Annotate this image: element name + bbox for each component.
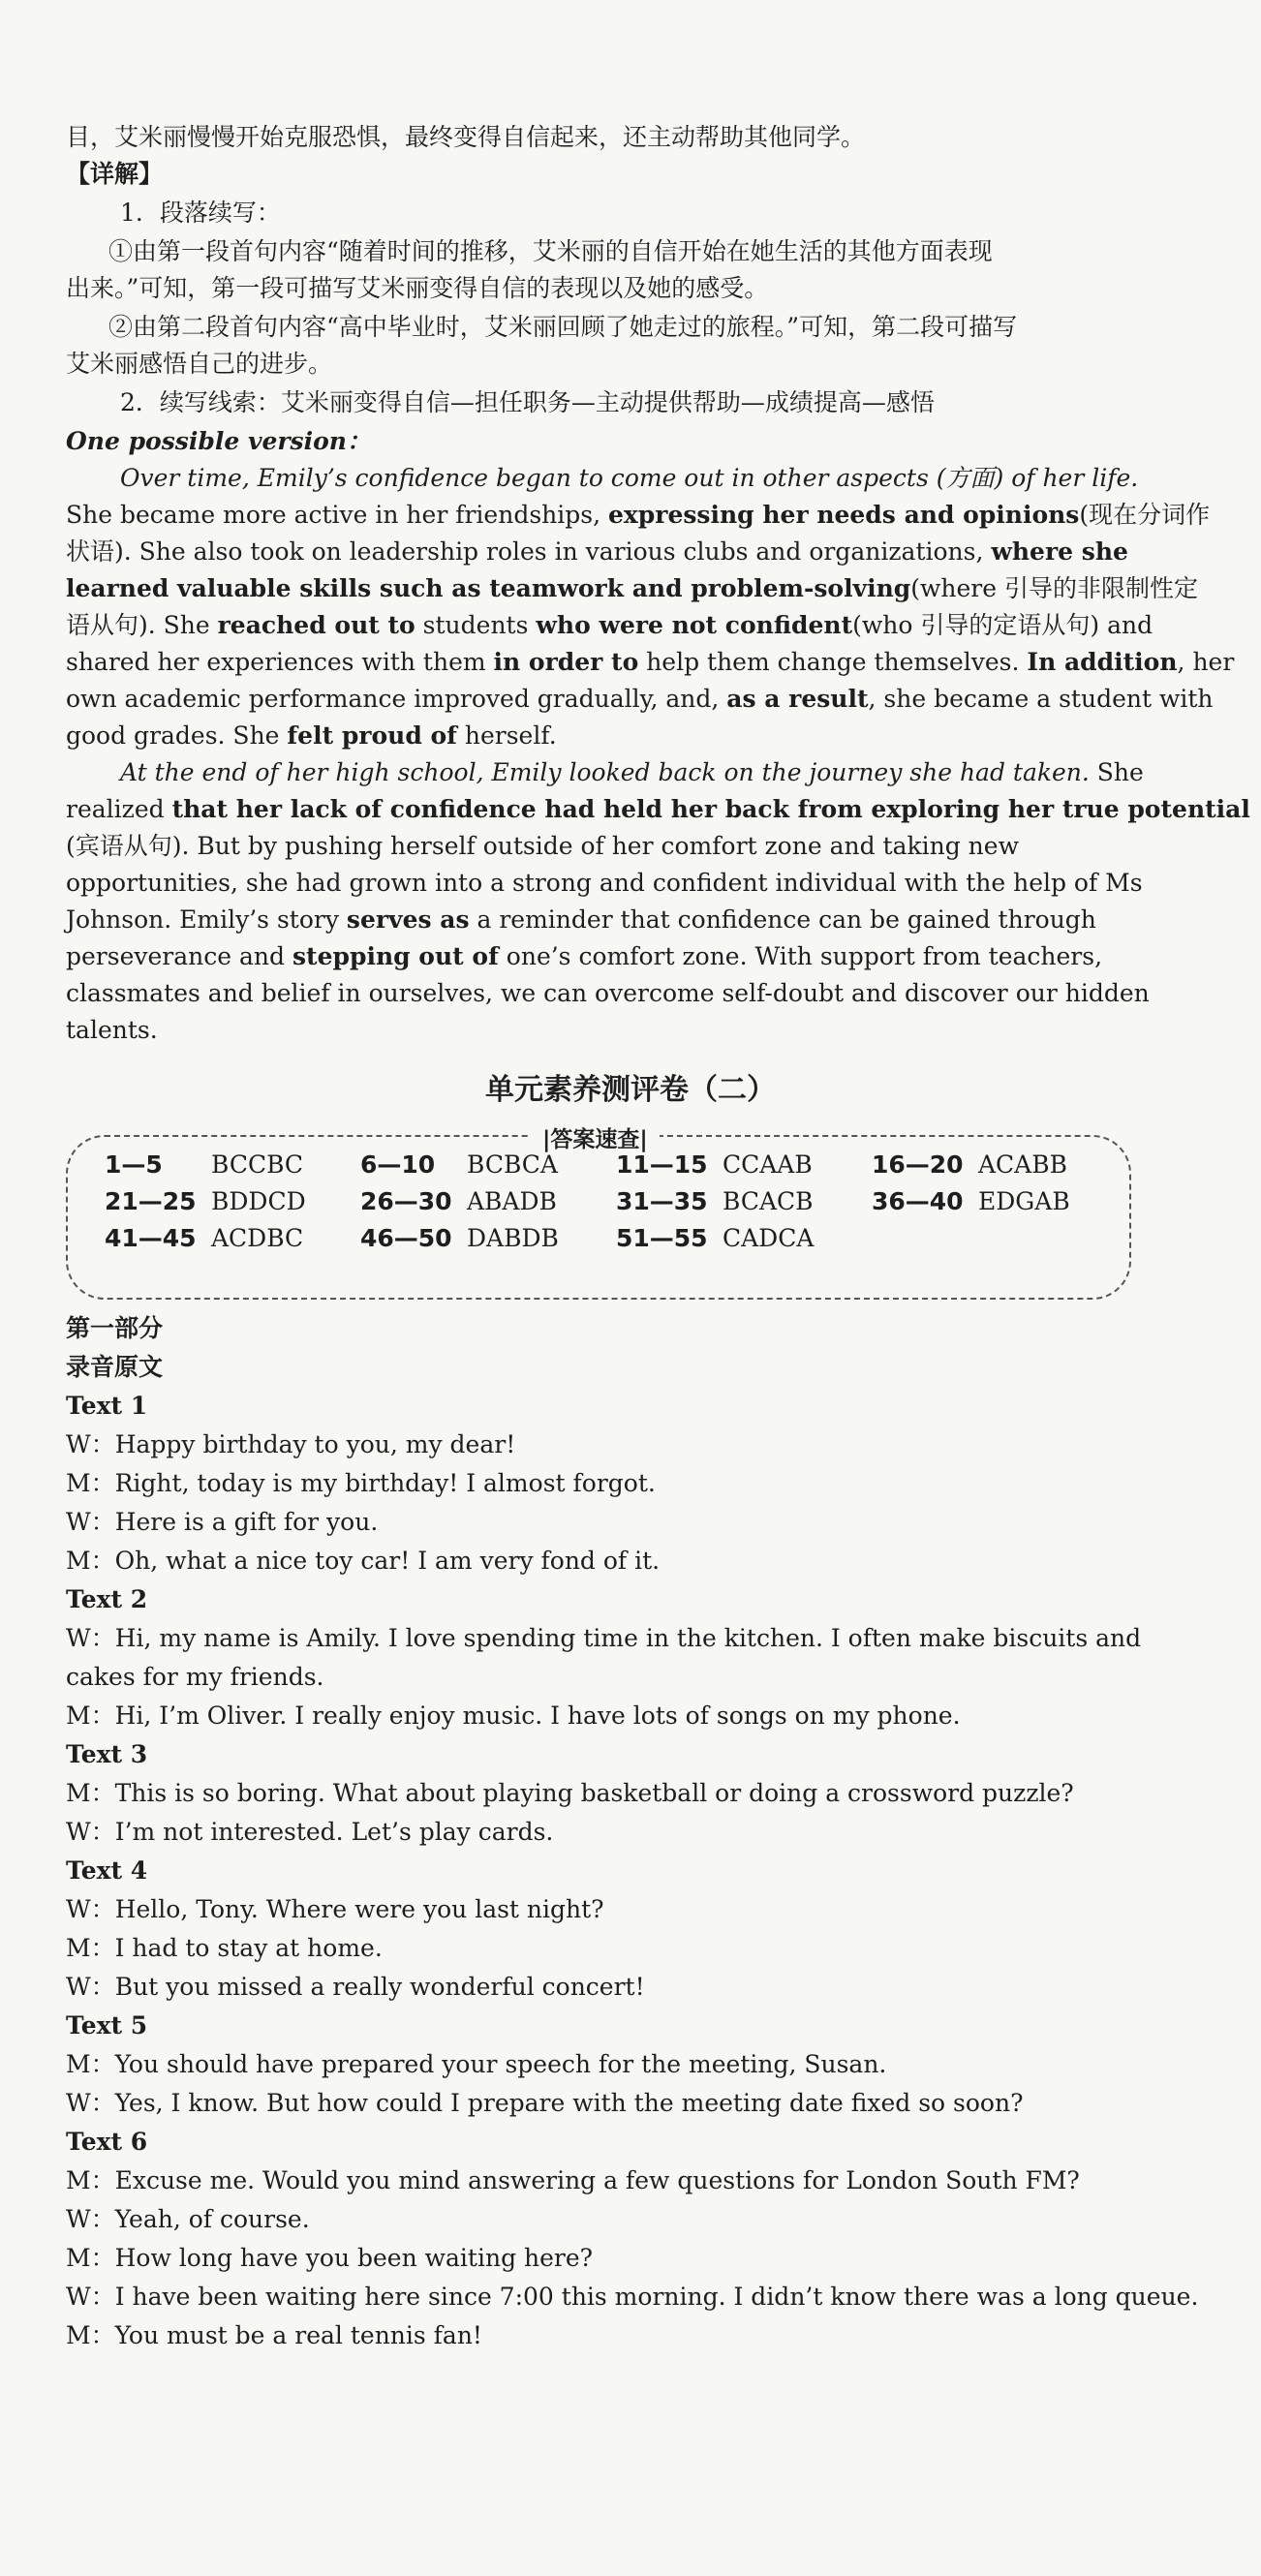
dialogue-line: M：You must be a real tennis fan! [66, 2321, 482, 2349]
answer-range: 11—15 [616, 1150, 708, 1179]
bold-phrase: In addition [1027, 648, 1178, 676]
text-line: 目，艾米丽慢慢开始克服恐惧，最终变得自信起来，还主动帮助其他同学。 [66, 123, 866, 151]
text-run: good grades. She [66, 721, 288, 750]
text-run: shared her experiences with them [66, 648, 494, 676]
answer-range: 1—5 [105, 1150, 163, 1179]
text-line: talents. [66, 1016, 158, 1044]
text-label: Text 4 [66, 1856, 148, 1885]
answer-value: EDGAB [978, 1187, 1070, 1215]
answer-value: ABADB [467, 1187, 557, 1215]
text-line [66, 643, 1235, 682]
text-label: Text 2 [66, 1585, 148, 1613]
text-run: She became more active in her friendships, [66, 501, 608, 529]
text-line: (宾语从句). But by pushing herself outside of her comfort zone and taking new [66, 832, 1019, 860]
bold-phrase: serves as [346, 905, 470, 934]
text-line [66, 569, 1198, 608]
answer-item [616, 1187, 814, 1215]
answer-value: ACDBC [211, 1224, 304, 1252]
text-run: students [415, 611, 537, 639]
answer-item [360, 1150, 558, 1179]
bold-phrase: as a result [726, 685, 869, 713]
text-line: classmates and belief in ourselves, we can overcome self-doubt and discover our hidden [66, 979, 1150, 1007]
answer-item [872, 1150, 1067, 1179]
answer-range: 41—45 [105, 1224, 197, 1252]
text-label: Text 6 [66, 2128, 148, 2156]
answer-range: 36—40 [872, 1187, 964, 1215]
text-line [66, 937, 1131, 976]
text-run: , her [1177, 648, 1235, 676]
dialogue-line: M：You should have prepared your speech for the meeting, Susan. [66, 2050, 887, 2078]
text-line [66, 496, 1211, 535]
dialogue-line: M：Right, today is my birthday! I almost forgot. [66, 1469, 656, 1497]
text-line [66, 680, 1214, 719]
unit-title: 单元素养测评卷（二） [485, 1073, 776, 1107]
bold-phrase: where she [991, 537, 1128, 566]
text-line [120, 753, 1185, 792]
text-line [66, 790, 1250, 829]
text-label: Text 1 [66, 1392, 148, 1420]
answer-value: BCCBC [211, 1150, 304, 1179]
part-heading: 第一部分 [66, 1314, 164, 1342]
bold-phrase: in order to [493, 648, 639, 676]
dialogue-line: W：Yes, I know. But how could I prepare with the meeting date fixed so soon? [66, 2089, 1024, 2117]
text-line: opportunities, she had grown into a strong and confident individual with the help of Ms [66, 869, 1143, 897]
text-run: herself. [456, 721, 557, 750]
dialogue-line: W：I have been waiting here since 7:00 this morning. I didn’t know there was a long queue. [66, 2283, 1199, 2311]
answer-item [105, 1150, 303, 1179]
answer-value: CADCA [723, 1224, 815, 1252]
text-run: , she became a student with [868, 685, 1214, 713]
answer-range: 46—50 [360, 1224, 452, 1252]
dialogue-line: W：Yeah, of course. [66, 2205, 310, 2233]
text-run: 语从句). She [66, 611, 218, 639]
bold-phrase: reached out to [217, 611, 415, 639]
answer-range: 16—20 [872, 1150, 964, 1179]
text-line: ①由第一段首句内容“随着时间的推移，艾米丽的自信开始在她生活的其他方面表现 [108, 237, 993, 265]
answer-range: 6—10 [360, 1150, 436, 1179]
bold-phrase: learned valuable skills such as teamwork and problem-solving [66, 574, 911, 602]
text-run: help them change themselves. [638, 648, 1028, 676]
bold-phrase: stepping out of [292, 942, 499, 970]
answer-item [105, 1224, 303, 1252]
dialogue-line: M：How long have you been waiting here? [66, 2244, 594, 2272]
sub-heading: 录音原文 [66, 1353, 164, 1381]
answer-item [872, 1187, 1070, 1215]
answer-range: 51—55 [616, 1224, 708, 1252]
text-run: a reminder that confidence can be gained through [469, 905, 1096, 934]
answer-value: DABDB [467, 1224, 559, 1252]
answer-range: 21—25 [105, 1187, 197, 1215]
answer-value: BDDCD [211, 1187, 306, 1215]
text-line: 1．段落续写： [120, 199, 281, 227]
detail-heading: 【详解】 [66, 160, 164, 188]
bold-phrase: who were not confident [536, 611, 853, 639]
text-line: 艾米丽感悟自己的进步。 [66, 350, 333, 378]
text-run: realized [66, 795, 172, 823]
text-run: own academic performance improved gradually, and, [66, 685, 727, 713]
text-run: one’s comfort zone. With support from teachers, [498, 942, 1103, 970]
answer-item [105, 1187, 306, 1215]
dialogue-line: M：Excuse me. Would you mind answering a few questions for London South FM? [66, 2166, 1080, 2194]
answer-item [360, 1187, 557, 1215]
text-line [66, 606, 1153, 645]
bold-phrase: expressing her needs and opinions [607, 501, 1080, 529]
dialogue-line: W：But you missed a really wonderful concert! [66, 1973, 645, 2001]
answer-item [360, 1224, 559, 1252]
bold-phrase: felt proud of [287, 721, 457, 750]
answer-label: |答案速查| [531, 1121, 660, 1153]
text-run: She [1089, 758, 1144, 786]
text-run: 状语). She also took on leadership roles in various clubs and organizations, [66, 537, 992, 566]
answer-value: BCBCA [467, 1150, 558, 1179]
dialogue-line: M：Hi, I’m Oliver. I really enjoy music. I have lots of songs on my phone. [66, 1702, 961, 1730]
answer-range: 31—35 [616, 1187, 708, 1215]
dialogue-line: W：Hi, my name is Amily. I love spending time in the kitchen. I often make biscuits and [66, 1624, 1142, 1652]
dialogue-line: M：This is so boring. What about playing basketball or doing a crossword puzzle? [66, 1779, 1074, 1807]
answer-item [616, 1150, 813, 1179]
text-line: 出来。”可知，第一段可描写艾米丽变得自信的表现以及她的感受。 [66, 274, 769, 302]
dialogue-line: cakes for my friends. [66, 1663, 324, 1691]
dialogue-line: W：Happy birthday to you, my dear! [66, 1430, 516, 1458]
text-run: (where 引导的非限制性定 [910, 574, 1198, 602]
dialogue-line: W：Here is a gift for you. [66, 1508, 379, 1536]
italic-sentence: At the end of her high school, Emily looked back on the journey she had taken. [120, 758, 1090, 786]
dialogue-line: M：I had to stay at home. [66, 1934, 383, 1962]
dialogue-line: W：I’m not interested. Let’s play cards. [66, 1818, 554, 1846]
answer-value: CCAAB [723, 1150, 813, 1179]
text-line [66, 533, 1131, 571]
dialogue-line: W：Hello, Tony. Where were you last night? [66, 1895, 604, 1923]
text-run: perseverance and [66, 942, 292, 970]
text-run: Johnson. Emily’s story [66, 905, 347, 934]
text-line [66, 901, 1131, 939]
dialogue-line: M：Oh, what a nice toy car! I am very fond of it. [66, 1547, 661, 1575]
answer-range: 26—30 [360, 1187, 452, 1215]
text-label: Text 5 [66, 2011, 148, 2039]
answer-value: ACABB [978, 1150, 1067, 1179]
text-line: ②由第二段首句内容“高中毕业时，艾米丽回顾了她走过的旅程。”可知，第二段可描写 [108, 313, 1018, 341]
text-run: (who 引导的定语从句) and [852, 611, 1153, 639]
answer-item [616, 1224, 814, 1252]
text-line: Over time, Emily’s confidence began to come out in other aspects (方面) of her life. [120, 464, 1139, 492]
version-label: One possible version： [66, 427, 371, 455]
answer-value: BCACB [723, 1187, 814, 1215]
text-line: 2．续写线索：艾米丽变得自信—担任职务—主动提供帮助—成绩提高—感悟 [120, 388, 935, 416]
bold-phrase: that her lack of confidence had held her back from exploring her true potential [171, 795, 1250, 823]
text-run: (现在分词作 [1079, 501, 1211, 529]
text-line [66, 717, 1131, 755]
text-label: Text 3 [66, 1740, 148, 1768]
